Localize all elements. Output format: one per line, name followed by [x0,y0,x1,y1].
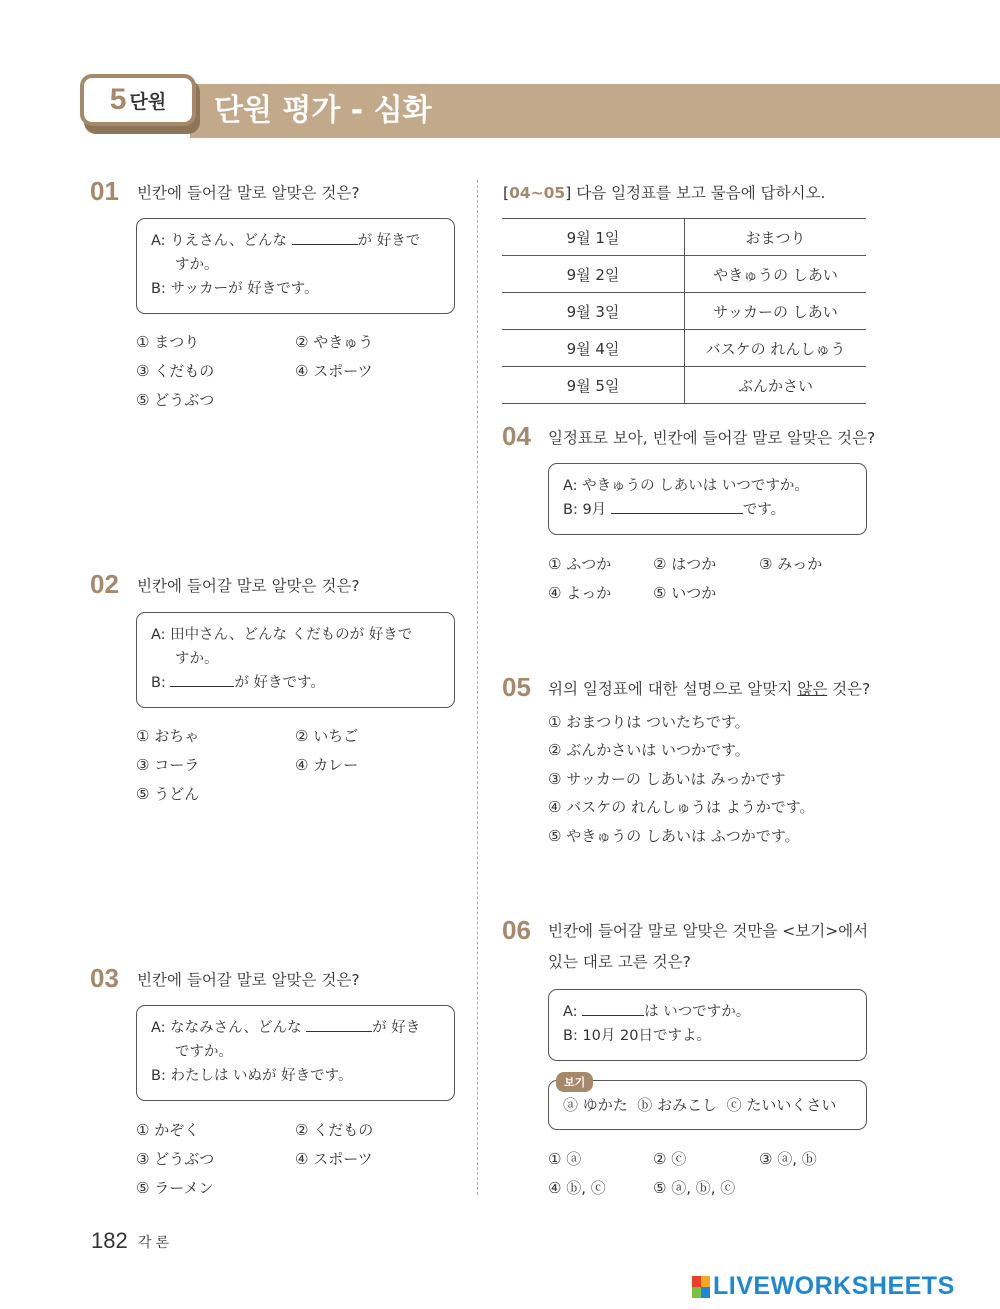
dialog-line-a-end: が 好き [372,1020,421,1036]
q05-option-2[interactable]: ② ぶんかさいは いつかです。 [548,741,750,759]
q05-option-4[interactable]: ④ バスケの れんしゅうは ようかです。 [548,798,815,816]
schedule-row [502,367,866,404]
bogi-items: ⓐ ゆかた ⓑ おみこし ⓒ たいいくさい [563,1096,837,1114]
q06-option-2[interactable]: ② ⓒ [653,1150,687,1168]
dialog-line-a: は いつですか。 [644,1004,751,1020]
schedule-table [502,218,866,404]
dialog-line-b: 9月 [582,502,607,518]
bogi-label: 보기 [556,1072,593,1092]
speaker-a: A: [151,1020,166,1036]
q06-text-line-1: 빈칸에 들어갈 말로 알맞은 것만을 <보기>에서 [548,922,869,940]
q06-option-5[interactable]: ⑤ ⓐ, ⓑ, ⓒ [653,1179,736,1197]
q06-option-3[interactable]: ③ ⓐ, ⓑ [759,1150,817,1168]
q03-number: 03 [90,963,119,993]
answer-blank [170,672,234,687]
q06-option-1[interactable]: ① ⓐ [548,1150,582,1168]
q05-option-3[interactable]: ③ サッカーの しあいは みっかです [548,770,786,788]
dialog-line-a-end: が 好きで [357,233,421,249]
answer-blank [306,1017,372,1032]
q04-dialog [548,463,867,535]
speaker-b: B: [151,675,166,691]
q01-option-5[interactable]: ⑤ どうぶつ [136,391,215,409]
section-label: 각론 [138,1235,174,1251]
answer-blank [292,230,358,245]
speaker-b: B: [563,502,578,518]
q01-option-4[interactable]: ④ スポーツ [295,362,373,380]
question-range: 04~05 [509,184,566,202]
dialog-line-a-cont: すか。 [175,257,219,273]
schedule-row [502,330,866,367]
speaker-b: B: [563,1028,578,1044]
schedule-date: 9월 5일 [502,367,685,404]
q03-option-3[interactable]: ③ どうぶつ [136,1150,215,1168]
schedule-event: やきゅうの しあい [685,256,867,293]
dialog-line-a: りえさん、どんな [170,233,288,249]
dialog-line-a: ななみさん、どんな [170,1020,302,1036]
schedule-event: ぶんかさい [685,367,867,404]
q05-text [548,677,870,699]
schedule-event: サッカーの しあい [685,293,867,330]
q03-dialog [136,1005,455,1101]
unit-label: 단원 [129,90,167,113]
schedule-date: 9월 3일 [502,293,685,330]
bracket-open: [ [503,184,510,202]
schedule-row [502,256,866,293]
q05-text-post: 것은? [827,680,871,698]
q05-option-5[interactable]: ⑤ やきゅうの しあいは ふつかです。 [548,827,800,845]
schedule-date: 9월 2일 [502,256,685,293]
q06-number: 06 [502,915,531,945]
q03-option-2[interactable]: ② くだもの [295,1121,374,1139]
q03-text: 빈칸에 들어갈 말로 알맞은 것은? [137,971,360,989]
q01-number: 01 [90,176,119,206]
q04-text: 일정표로 보아, 빈칸에 들어갈 말로 알맞은 것은? [548,429,876,447]
dialog-line-b: サッカーが 好きです。 [170,281,319,297]
q04-option-5[interactable]: ⑤ いつか [653,584,717,602]
dialog-line-b: わたしは いぬが 好きです。 [170,1068,353,1084]
liveworksheets-text: LIVEWORKSHEETS [713,1272,955,1300]
answer-blank [582,1001,644,1016]
unit-tab [80,74,196,126]
group-instruction [503,181,825,203]
page-number: 182 [91,1228,128,1253]
q01-text: 빈칸에 들어갈 말로 알맞은 것은? [137,184,360,202]
dialog-line-b-end: です。 [742,502,786,518]
q02-dialog [136,612,455,708]
dialog-line-a: 田中さん、どんな くだものが 好きで [170,627,413,643]
speaker-a: A: [563,478,578,494]
dialog-line-b: が 好きです。 [234,675,325,691]
q03-option-5[interactable]: ⑤ ラーメン [136,1179,214,1197]
dialog-line-b: 10月 20日ですよ。 [582,1028,711,1044]
q02-text: 빈칸에 들어갈 말로 알맞은 것은? [137,577,360,595]
q02-number: 02 [90,569,119,599]
q06-text-line-2: 있는 대로 고른 것은? [548,953,691,971]
q05-text-pre: 위의 일정표에 대한 설명으로 알맞지 [548,680,798,698]
dialog-line-a-cont: ですか。 [175,1044,233,1060]
instruction-text: 다음 일정표를 보고 물음에 답하시오. [571,184,826,202]
q02-option-2[interactable]: ② いちご [295,727,359,745]
speaker-a: A: [151,627,166,643]
q04-option-1[interactable]: ① ふつか [548,555,612,573]
live-badge-icon [692,1276,710,1298]
schedule-event: バスケの れんしゅう [685,330,867,367]
q04-option-2[interactable]: ② はつか [653,555,717,573]
q06-dialog [548,989,867,1061]
q04-number: 04 [502,421,531,451]
q04-option-3[interactable]: ③ みっか [759,555,823,573]
dialog-line-a: やきゅうの しあいは いつですか。 [582,478,809,494]
q04-option-4[interactable]: ④ よっか [548,584,612,602]
q03-option-4[interactable]: ④ スポーツ [295,1150,373,1168]
schedule-date: 9월 1일 [502,219,685,256]
speaker-b: B: [151,281,166,297]
speaker-a: A: [563,1004,578,1020]
q05-number: 05 [502,672,531,702]
schedule-row [502,219,866,256]
unit-number: 5 [109,83,127,116]
page-title: 단원 평가 - 심화 [214,93,432,128]
answer-blank [611,499,743,514]
q02-option-3[interactable]: ③ コーラ [136,756,200,774]
dialog-line-a-cont: すか。 [175,651,219,667]
speaker-b: B: [151,1068,166,1084]
schedule-event: おまつり [685,219,867,256]
q01-option-2[interactable]: ② やきゅう [295,333,374,351]
q02-option-1[interactable]: ① おちゃ [136,727,200,745]
q01-dialog [136,218,455,314]
q02-option-5[interactable]: ⑤ うどん [136,785,200,803]
q01-option-3[interactable]: ③ くだもの [136,362,215,380]
bracket-close: ] [565,184,572,202]
schedule-date: 9월 4일 [502,330,685,367]
speaker-a: A: [151,233,166,249]
q03-option-1[interactable]: ① かぞく [136,1121,200,1139]
q05-text-underlined: 않은 [797,680,828,698]
column-divider [477,180,478,1195]
q01-option-1[interactable]: ① まつり [136,333,200,351]
liveworksheets-logo [692,1272,955,1301]
q05-option-1[interactable]: ① おまつりは ついたちです。 [548,713,750,731]
q06-option-4[interactable]: ④ ⓑ, ⓒ [548,1179,606,1197]
schedule-row [502,293,866,330]
q02-option-4[interactable]: ④ カレー [295,756,359,774]
